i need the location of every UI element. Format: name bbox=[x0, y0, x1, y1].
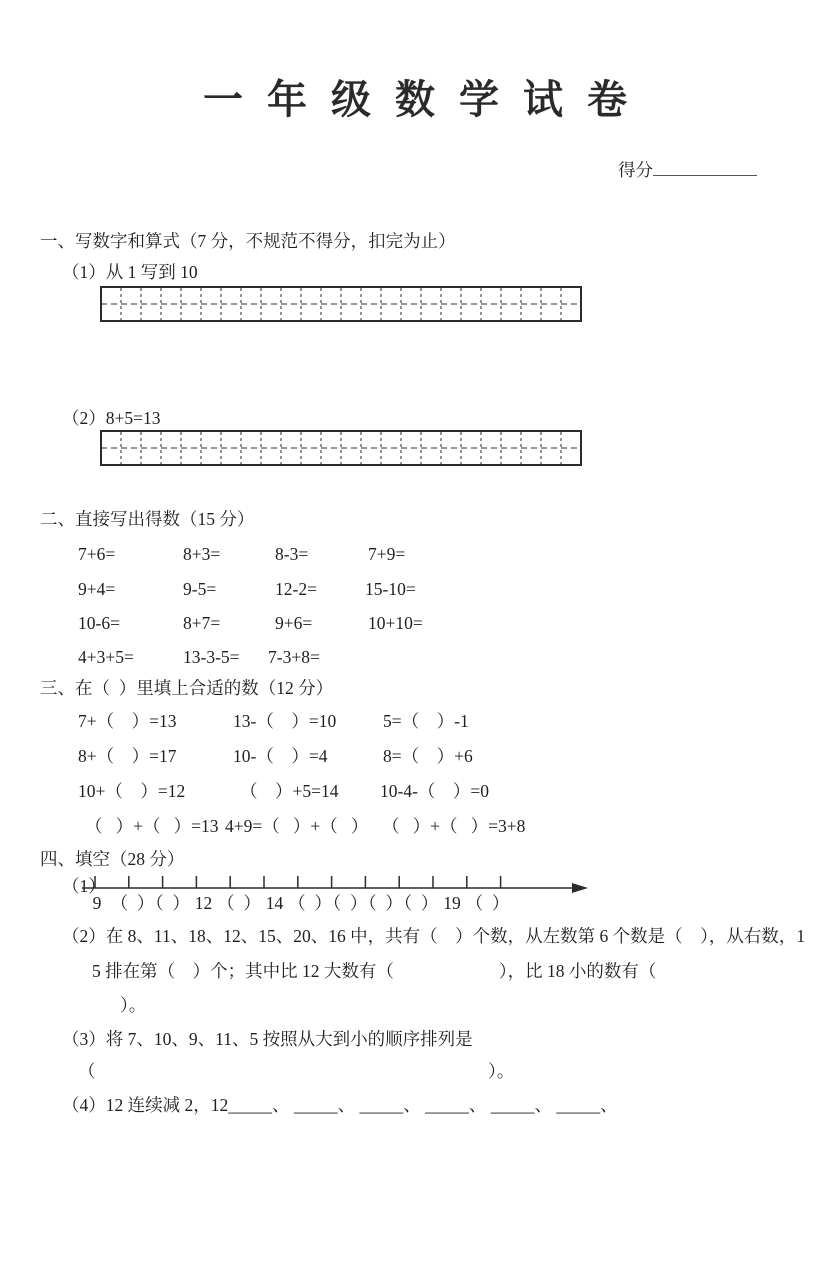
fill-blank-problem: （ ）+5=14 bbox=[240, 781, 339, 801]
math-problem: 13-3-5= bbox=[183, 647, 240, 667]
math-problem: 7+9= bbox=[368, 544, 406, 564]
writing-grid-2 bbox=[100, 430, 582, 466]
math-problem: 9+6= bbox=[275, 613, 313, 633]
section3-row bbox=[78, 745, 578, 767]
number-line-label: （ ） bbox=[323, 893, 368, 913]
math-problem: 4+3+5= bbox=[78, 647, 134, 667]
q3-answer-open-paren: （ bbox=[78, 1061, 96, 1081]
fill-blank-problem: （ ）+（ ）=3+8 bbox=[382, 816, 526, 836]
math-problem: 15-10= bbox=[365, 579, 416, 599]
number-line-label: （ ） bbox=[110, 893, 155, 913]
math-problem: 8-3= bbox=[275, 544, 309, 564]
q3-text-line1: （3）将 7、10、9、11、5 按照从大到小的顺序排列是 bbox=[62, 1029, 473, 1049]
page-title: 一 年 级 数 学 试 卷 bbox=[203, 77, 634, 122]
number-line-label: （ ） bbox=[359, 893, 403, 913]
number-line-label: 12 bbox=[194, 893, 213, 913]
math-problem: 9+4= bbox=[78, 579, 116, 599]
section2-row bbox=[78, 612, 578, 634]
fill-blank-problem: 13-（ ）=10 bbox=[233, 711, 337, 731]
math-problem: 10+10= bbox=[368, 613, 423, 633]
math-problem: 8+3= bbox=[183, 544, 221, 564]
number-line-label: （ ） bbox=[146, 893, 190, 913]
q2-text-line3: ）。 bbox=[120, 995, 147, 1015]
section3-row bbox=[78, 815, 578, 837]
section2-row bbox=[78, 578, 578, 600]
score-field bbox=[618, 159, 757, 181]
number-line-label: （ ） bbox=[465, 893, 510, 913]
section1-header: 一、写数字和算式（7 分，不规范不得分，扣完为止） bbox=[40, 231, 456, 251]
math-problem: 7+6= bbox=[78, 544, 116, 564]
q2-text-line1: （2）在 8、11、18、12、15、20、16 中，共有（ ）个数，从左数第 6 个数是（ ），从右数，1 bbox=[62, 926, 806, 946]
fill-blank-problem: 10+（ ）=12 bbox=[78, 781, 186, 801]
fill-blank-problem: 10-4-（ ）=0 bbox=[380, 781, 490, 801]
section3-header: 三、在（ ）里填上合适的数（12 分） bbox=[40, 678, 334, 698]
q4-text-line: （4）12 连续减 2，12_____、 _____、 _____、 _____、 _____、 _____、 bbox=[62, 1095, 618, 1115]
fill-blank-problem: 7+（ ）=13 bbox=[78, 711, 177, 731]
writing-grid-1 bbox=[100, 286, 582, 322]
number-line-label: 9 bbox=[92, 893, 102, 913]
math-problem: 9-5= bbox=[183, 579, 217, 599]
section2-row bbox=[78, 543, 578, 565]
fill-blank-problem: 4+9=（ ）+（ ） bbox=[225, 816, 369, 836]
number-line-labels bbox=[0, 892, 837, 914]
math-problem: 7-3+8= bbox=[268, 647, 320, 667]
fill-blank-problem: 8=（ ）+6 bbox=[383, 746, 473, 766]
section1-item2-label: （2）8+5=13 bbox=[62, 408, 161, 428]
math-problem: 12-2= bbox=[275, 579, 317, 599]
q3-answer-close-paren: ）。 bbox=[488, 1061, 515, 1081]
fill-blank-problem: 10-（ ）=4 bbox=[233, 746, 328, 766]
number-line-label: 19 bbox=[443, 893, 461, 913]
number-line-label: （ ） bbox=[217, 893, 261, 913]
number-line-label: （ ） bbox=[394, 893, 439, 913]
score-blank-line bbox=[653, 160, 757, 176]
section2-row bbox=[78, 646, 578, 668]
section3-row bbox=[78, 780, 578, 802]
section1-item1-label: （1）从 1 写到 10 bbox=[62, 262, 198, 282]
section4-header: 四、填空（28 分） bbox=[40, 849, 185, 869]
number-line-label: 14 bbox=[265, 893, 284, 913]
score-label: 得分 bbox=[618, 160, 653, 180]
fill-blank-problem: 8+（ ）=17 bbox=[78, 746, 177, 766]
section3-row bbox=[78, 710, 578, 732]
q1-label: （1） bbox=[62, 876, 106, 896]
section2-header: 二、直接写出得数（15 分） bbox=[40, 509, 255, 529]
fill-blank-problem: （ ）+（ ）=13 bbox=[85, 816, 219, 836]
math-problem: 8+7= bbox=[183, 613, 221, 633]
math-problem: 10-6= bbox=[78, 613, 120, 633]
fill-blank-problem: 5=（ ）-1 bbox=[383, 711, 469, 731]
q2-text-line2: 5 排在第（ ）个；其中比 12 大数有（ ），比 18 小的数有（ bbox=[92, 961, 657, 981]
number-line-label: （ ） bbox=[288, 893, 332, 913]
